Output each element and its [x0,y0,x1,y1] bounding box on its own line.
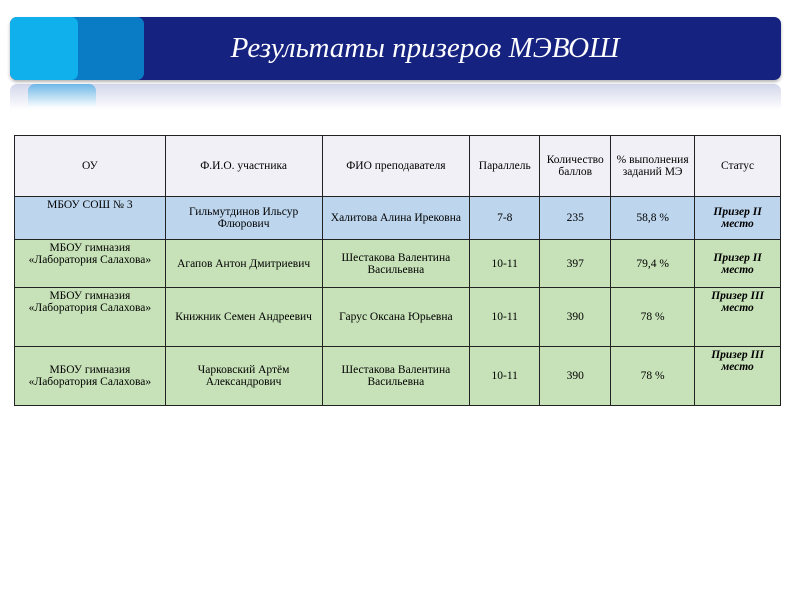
banner-accent-light [10,17,78,80]
table-cell: 79,4 % [611,240,695,288]
table-row [15,347,781,406]
column-header: ОУ [15,136,166,197]
column-header: ФИО преподавателя [322,136,470,197]
column-header: Параллель [470,136,540,197]
table-cell: Призер II место [695,240,781,288]
table-cell: 10-11 [470,288,540,347]
banner-reflection [10,84,781,110]
table-cell: 10-11 [470,347,540,406]
table-cell: 397 [540,240,611,288]
table-row [15,240,781,288]
table-cell: Халитова Алина Ирековна [322,197,470,240]
table-cell: МБОУ гимназия «Лаборатория Салахова» [15,347,166,406]
table-cell: 390 [540,347,611,406]
table-cell: Призер III место [695,347,781,406]
table-cell: 7-8 [470,197,540,240]
table-cell: 10-11 [470,240,540,288]
table-cell: 58,8 % [611,197,695,240]
table-cell: 235 [540,197,611,240]
table-cell: МБОУ гимназия «Лаборатория Салахова» [15,240,166,288]
results-table [14,135,781,406]
column-header: Ф.И.О. участника [165,136,322,197]
table-cell: МБОУ гимназия «Лаборатория Салахова» [15,288,166,347]
column-header: Количество баллов [540,136,611,197]
table-cell: 390 [540,288,611,347]
table-cell: Чарковский Артём Александрович [165,347,322,406]
table-cell: Шестакова Валентина Васильевна [322,240,470,288]
table-cell: Гарус Оксана Юрьевна [322,288,470,347]
column-header: Статус [695,136,781,197]
table-cell: Призер II место [695,197,781,240]
table-cell: 78 % [611,288,695,347]
page-title: Результаты призеров МЭВОШ [230,32,620,64]
table-row [15,197,781,240]
column-header: % выполнения заданий МЭ [611,136,695,197]
table-row [15,288,781,347]
table-cell: Книжник Семен Андреевич [165,288,322,347]
table-cell: Шестакова Валентина Васильевна [322,347,470,406]
table-cell: Агапов Антон Дмитриевич [165,240,322,288]
table-cell: Призер III место [695,288,781,347]
table-cell: 78 % [611,347,695,406]
table-cell: МБОУ СОШ № 3 [15,197,166,240]
table-cell: Гильмутдинов Ильсур Флюрович [165,197,322,240]
banner-reflection-accent [28,84,96,108]
